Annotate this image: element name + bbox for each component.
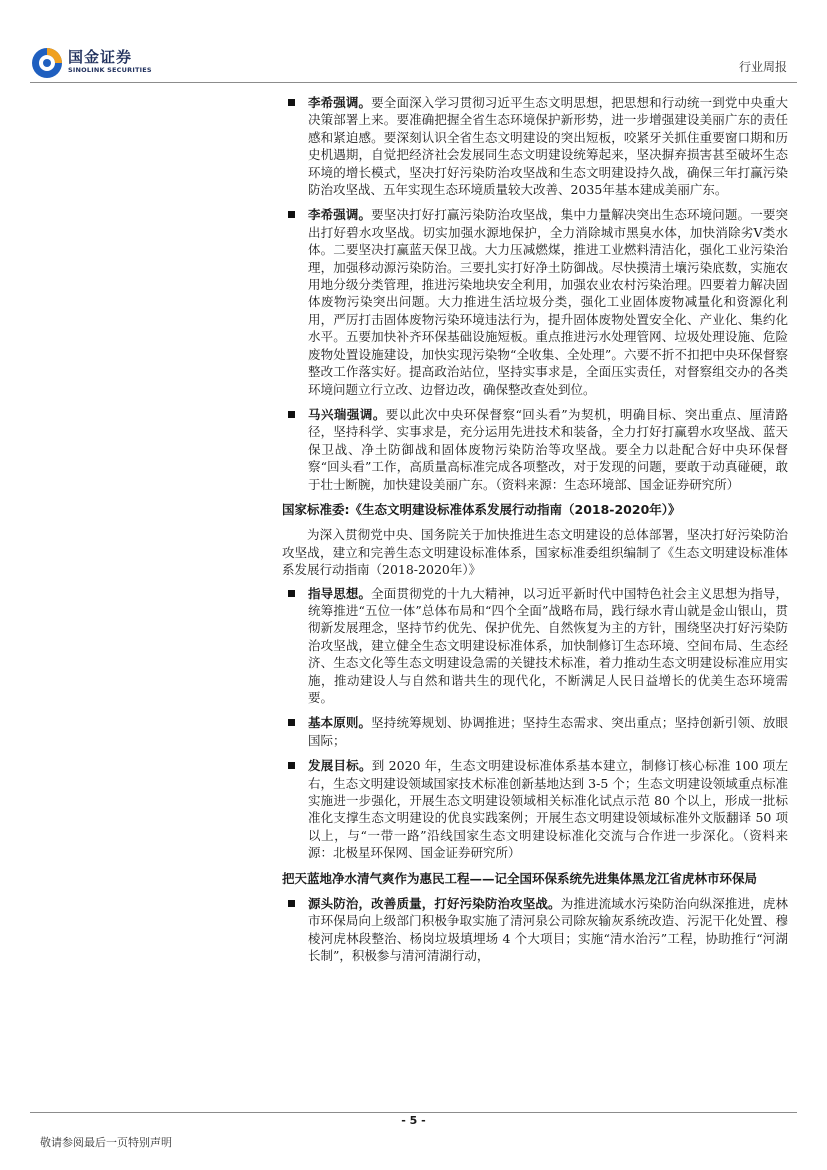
square-bullet-icon [288,719,295,726]
sinolink-logo-icon [30,46,64,80]
bullet-lead: 指导思想。 [308,585,372,601]
bullet-text: 坚持统筹规划、协调推进；坚持生态需求、突出重点；坚持创新引领、放眼国际； [308,715,788,748]
footer-divider [30,1112,797,1113]
bullet-item [282,895,788,965]
bullet-lead: 李希强调。 [308,207,372,223]
logo-english-name: SINOLINK SECURITIES [68,66,152,74]
report-type-label: 行业周报 [738,60,787,74]
bullet-lead: 基本原则。 [308,715,372,731]
square-bullet-icon [288,590,295,597]
logo-chinese-name: 国金证券 [68,48,133,66]
company-logo [30,46,170,82]
bullet-lead: 李希强调。 [308,95,372,110]
bullet-item [282,585,788,707]
bullet-lead: 发展目标。 [308,758,372,774]
main-content [282,94,788,973]
page-header [0,0,827,90]
bullet-text: 要坚决打好打赢污染防治攻坚战，集中力量解决突出生态环境问题。一要突出打好碧水攻坚战。切实加强水源地保护，全力消除城市黑臭水体，加快消除劣V类水体。二要坚决打赢蓝天保卫战。大力压减燃煤，推进工业燃料清洁化，强化工业污染治理，加强移动源污染防治。三要扎实打好净土防御战。尽快摸清土壤污染底数，实施农用地分级分类管理，推进污染地块安全利用，加强农业农村污染治理。四要着力解决固体废物污染突出问题。大力推进生活垃圾分类，强化工业固体废物减量化和资源化利用，严厉打击固体废物污染环境违法行为，提升固体废物处置安全化、产业化、集约化水平。五要加快补齐环保基础设施短板。重点推进污水处理管网、垃圾处理设施、危险废物处置设施建设，加快实现污染物“全收集、全处理”。六要不折不扣把中央环保督察整改工作落实好。提高政治站位，坚持实事求是，全面压实责任，对督察组交办的各类环境问题立行立改、边督边改，确保整改查处到位。 [308,207,788,397]
bullet-lead: 马兴瑞强调。 [308,406,386,422]
bullet-lead: 源头防治，改善质量，打好污染防治攻坚战。 [308,896,561,912]
disclaimer-note: 敬请参阅最后一页特别声明 [40,1136,172,1149]
bullet-item [282,406,788,493]
bullet-text: 要以此次中央环保督察“回头看”为契机，明确目标、突出重点、厘清路径，坚持科学、实事求是，充分运用先进技术和装备，全力打好打赢碧水攻坚战、蓝天保卫战、净土防御战和固体废物污染防治等攻坚战。要全力以赴配合好中央环保督察“回头看”工作，高质量高标准完成各项整改，对于发现的问题，要敢于动真碰硬，敢于壮士断腕，加快建设美丽广东。（资料来源：生态环境部、国金证券研究所） [308,406,788,492]
page-number: - 5 - [401,1114,426,1127]
square-bullet-icon [288,99,295,106]
square-bullet-icon [288,211,295,218]
bullet-text: 要全面深入学习贯彻习近平生态文明思想，把思想和行动统一到党中央重大决策部署上来。要准确把握全省生态环境保护新形势，进一步增强建设美丽广东的责任感和紧迫感。要深刻认识全省生态文明建设的突出短板，咬紧牙关抓住重要窗口期和历史机遇期，自觉把经济社会发展同生态文明建设统筹起来，坚决摒弃损害甚至破坏生态环境的增长模式，坚决打好污染防治攻坚战和生态文明建设持久战，确保三年打赢污染防治攻坚战、五年实现生态环境质量较大改善、2035年基本建成美丽广东。 [308,95,788,198]
bullet-item [282,206,788,397]
square-bullet-icon [288,900,295,907]
square-bullet-icon [288,762,295,769]
bullet-text: 到 2020 年，生态文明建设标准体系基本建立，制修订核心标准 100 项左右，生态文明建设领域国家技术标准创新基地达到 3-5 个；生态文明建设领域重点标准实施进一步强化，开展生态文明建设领域相关标准化试点示范 80 个以上，形成一批标准化支撑生态文明建设的优良实践案例；开展生态文明建设领域标准外文版翻译 50 项以上，与“一带一路”沿线国家生态文明建设标准化交流与合作进一步深化。（资料来源：北极星环保网、国金证券研究所） [308,758,788,861]
square-bullet-icon [288,411,295,418]
header-divider [30,82,797,83]
bullet-item [282,714,788,749]
bullet-item [282,94,788,198]
section-paragraph: 为深入贯彻党中央、国务院关于加快推进生态文明建设的总体部署，坚决打好污染防治攻坚战，建立和完善生态文明建设标准体系，国家标准委组织编制了《生态文明建设标准体系发展行动指南（2018-2020年）》 [282,527,788,578]
section-heading: 国家标准委:《生态文明建设标准体系发展行动指南（2018-2020年）》 [282,501,681,517]
bullet-text: 全面贯彻党的十九大精神，以习近平新时代中国特色社会主义思想为指导，统筹推进“五位一体”总体布局和“四个全面”战略布局，践行绿水青山就是金山银山，贯彻新发展理念，坚持节约优先、保护优先、自然恢复为主的方针，围绕坚决打好污染防治攻坚战，建立健全生态文明建设标准体系，加快制修订生态环境、空间布局、生态经济、生态文化等生态文明建设急需的关键技术标准，着力推动生态文明建设标准应用实施，推动建设人与自然和谐共生的现代化，不断满足人民日益增长的优美生态环境需要。 [308,585,788,705]
bullet-item [282,757,788,861]
section-heading: 把天蓝地净水清气爽作为惠民工程——记全国环保系统先进集体黑龙江省虎林市环保局 [282,870,758,886]
bullet-text: 为推进流域水污染防治向纵深推进，虎林市环保局向上级部门积极争取实施了清河泉公司除灰输灰系统改造、污泥干化处置、穆棱河虎林段整治、杨岗垃圾填埋场 4 个大项目；实施“清水治污”工程，协助推行“河湖长制”，积极参与清河清湖行动， [308,896,788,964]
